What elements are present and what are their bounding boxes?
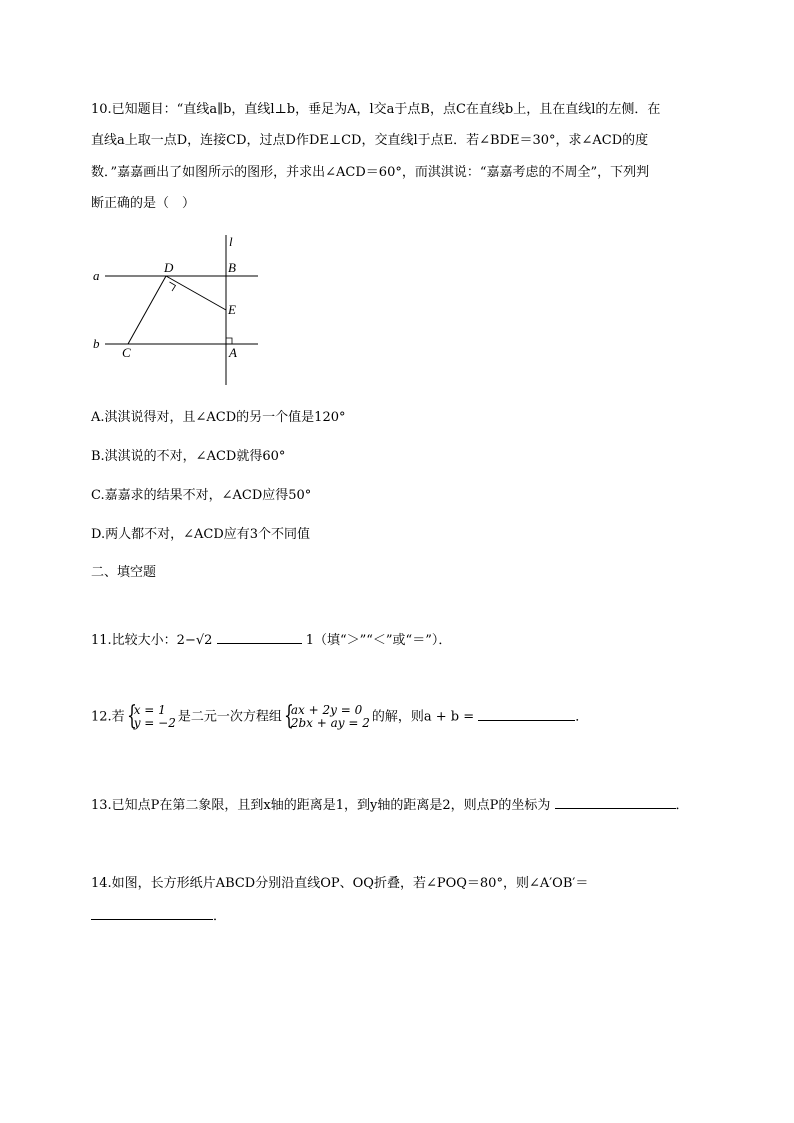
- q14-text-line-1: 14.如图，长方形纸片ABCD分别沿直线OP、OQ折叠，若∠POQ＝80°，则∠A′OB′＝: [91, 876, 589, 891]
- segment-de: [166, 276, 226, 310]
- q12-system2-row2: 2bx + ay = 2: [290, 716, 370, 730]
- q12-middle: 是二元一次方程组: [177, 709, 282, 725]
- right-angle-mark-a: [226, 338, 232, 344]
- q13-end: ．: [675, 798, 689, 813]
- label-l: l: [229, 234, 233, 249]
- q12-suffix: 的解，则a + b =: [371, 709, 475, 725]
- q10-option-c: C.嘉嘉求的结果不对，∠ACD应得50°: [91, 488, 312, 503]
- q10-text-line-3: 数．”嘉嘉画出了如图所示的图形，并求出∠ACD＝60°，而淇淇说：“嘉嘉考虑的不周全”，下列判: [91, 165, 650, 180]
- brace-icon: {: [126, 701, 137, 731]
- q10-text-line-2: 直线a上取一点D，连接CD，过点D作DE⊥CD，交直线l于点E．若∠BDE＝30°，求∠ACD的度: [91, 133, 649, 148]
- q11-prefix: 11.比较大小：2−√2: [91, 633, 213, 648]
- q12-solution-system: [126, 701, 176, 731]
- label-a-point: A: [229, 345, 237, 360]
- q12-prefix: 12.若: [91, 709, 125, 725]
- segment-cd: [128, 276, 166, 344]
- q12-answer-blank: [478, 706, 575, 721]
- q12-end: ．: [575, 709, 589, 725]
- q13-answer-blank: [555, 794, 676, 809]
- q10-figure: [88, 230, 268, 394]
- q11-answer-blank: [217, 629, 302, 644]
- q10-option-d: D.两人都不对，∠ACD应有3个不同值: [91, 527, 311, 542]
- q10-option-a: A.淇淇说得对，且∠ACD的另一个值是120°: [91, 410, 346, 425]
- label-b-point: B: [228, 260, 236, 275]
- section-title: 二、填空题: [91, 565, 157, 580]
- q12-equation-system: [283, 701, 370, 731]
- label-c: C: [122, 345, 131, 360]
- q10-text-line-1: 10.已知题目：“直线a∥b，直线l⊥b，垂足为A，l交a于点B，点C在直线b上，且在直线l的左侧．在: [91, 102, 661, 117]
- q14-end: ．: [213, 909, 227, 924]
- q12-system1-row1: x = 1: [133, 703, 166, 717]
- label-a: a: [93, 268, 100, 283]
- label-d: D: [164, 260, 174, 275]
- q14-answer-line: [91, 905, 226, 926]
- q13-text: 13.已知点P在第二象限，且到x轴的距离是1，到y轴的距离是2，则点P的坐标为: [91, 798, 551, 813]
- q12-system2-row1: ax + 2y = 0: [290, 703, 363, 717]
- right-angle-mark-d: [170, 282, 176, 291]
- q11: [91, 629, 451, 650]
- q12: [91, 701, 589, 731]
- brace-icon: {: [283, 701, 294, 731]
- q13: [91, 794, 689, 815]
- label-e: E: [228, 302, 236, 317]
- q12-system1-row2: y = −2: [133, 716, 176, 730]
- q10-figure-svg: [88, 230, 268, 390]
- label-b: b: [93, 336, 100, 351]
- q14-answer-blank: [91, 905, 213, 920]
- q10-text-line-4: 断正确的是（ ）: [91, 196, 196, 211]
- q10-option-b: B.淇淇说的不对，∠ACD就得60°: [91, 449, 286, 464]
- q11-suffix: 1（填“＞”“＜”或“＝”）．: [305, 633, 452, 648]
